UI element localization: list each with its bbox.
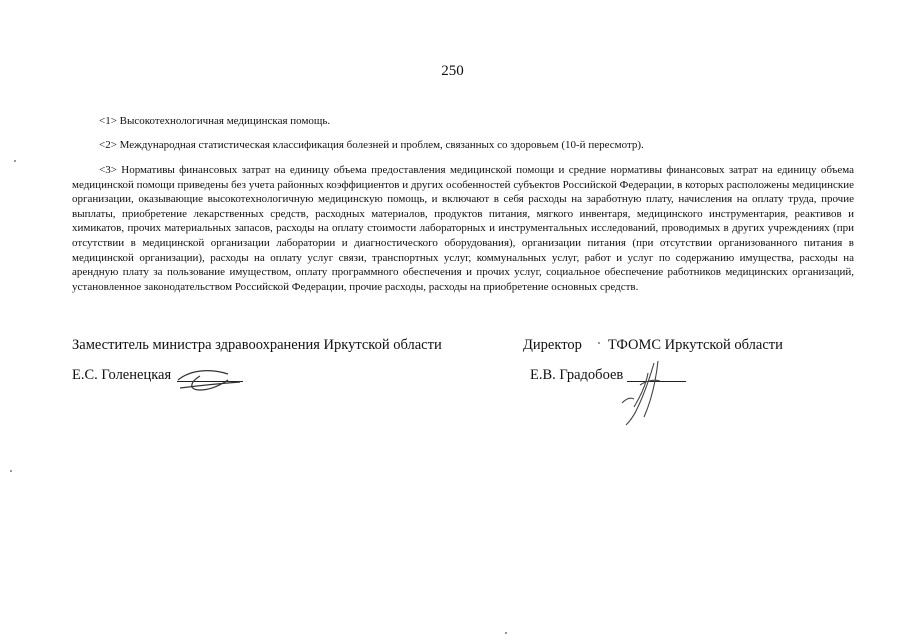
- footnote-2: <2> Международная статистическая классификация болезней и проблем, связанных со здоровьем (10-й пересмотр).: [99, 139, 644, 151]
- left-signatory-name: Е.С. Голенецкая: [72, 367, 172, 383]
- scan-speck: [598, 342, 600, 344]
- right-signatory-title: [523, 337, 783, 354]
- left-signatory-title: Заместитель министра здравоохранения Иркутской области: [72, 337, 442, 353]
- right-handwritten-signature: [600, 355, 680, 429]
- scan-speck: [10, 470, 12, 472]
- right-signatory-organization: ТФОМС Иркутской области: [607, 337, 783, 353]
- scan-speck: [505, 632, 507, 634]
- page-number: 250: [441, 63, 464, 79]
- right-signatory-position: Директор: [523, 337, 582, 353]
- footnote-1: <1> Высокотехнологичная медицинская помощь.: [99, 115, 331, 127]
- left-handwritten-signature: [170, 362, 250, 398]
- scan-speck: [14, 160, 16, 162]
- right-signatory-name: Е.В. Градобоев: [530, 367, 624, 383]
- footnote-3: <3> Нормативы финансовых затрат на единицу объема предоставления медицинской помощи и средние нормативы финансовых затрат на единицу объема медицинской помощи приведены без учета районных коэффициентов и других особенностей субъектов Российской Федерации, в которых расположены медицинские организации, оказывающие высокотехнологичную медицинскую помощь, и включают в себя расходы на заработную плату, начисления на оплату труда, прочие выплаты, приобретение лекарственных средств, расходных материалов, продуктов питания, мягкого инвентаря, медицинского инструментария, реактивов и химикатов, прочих материальных запасов, расходы на оплату стоимости лабораторных и инструментальных исследований, проводимых в других учреждениях (при отсутствии в медицинской организации лаборатории и диагностического оборудования), организации питания (при отсутствии организованного питания в медицинской организации), расходы на оплату услуг связи, транспортных услуг, коммунальных услуг, работ и услуг по содержанию имущества, расходы на арендную плату за пользование имуществом, оплату программного обеспечения и прочих услуг, социальное обеспечение работников медицинских организаций, установленное законодательством Российской Федерации, прочие расходы, расходы на приобретение основных средств.: [72, 164, 854, 293]
